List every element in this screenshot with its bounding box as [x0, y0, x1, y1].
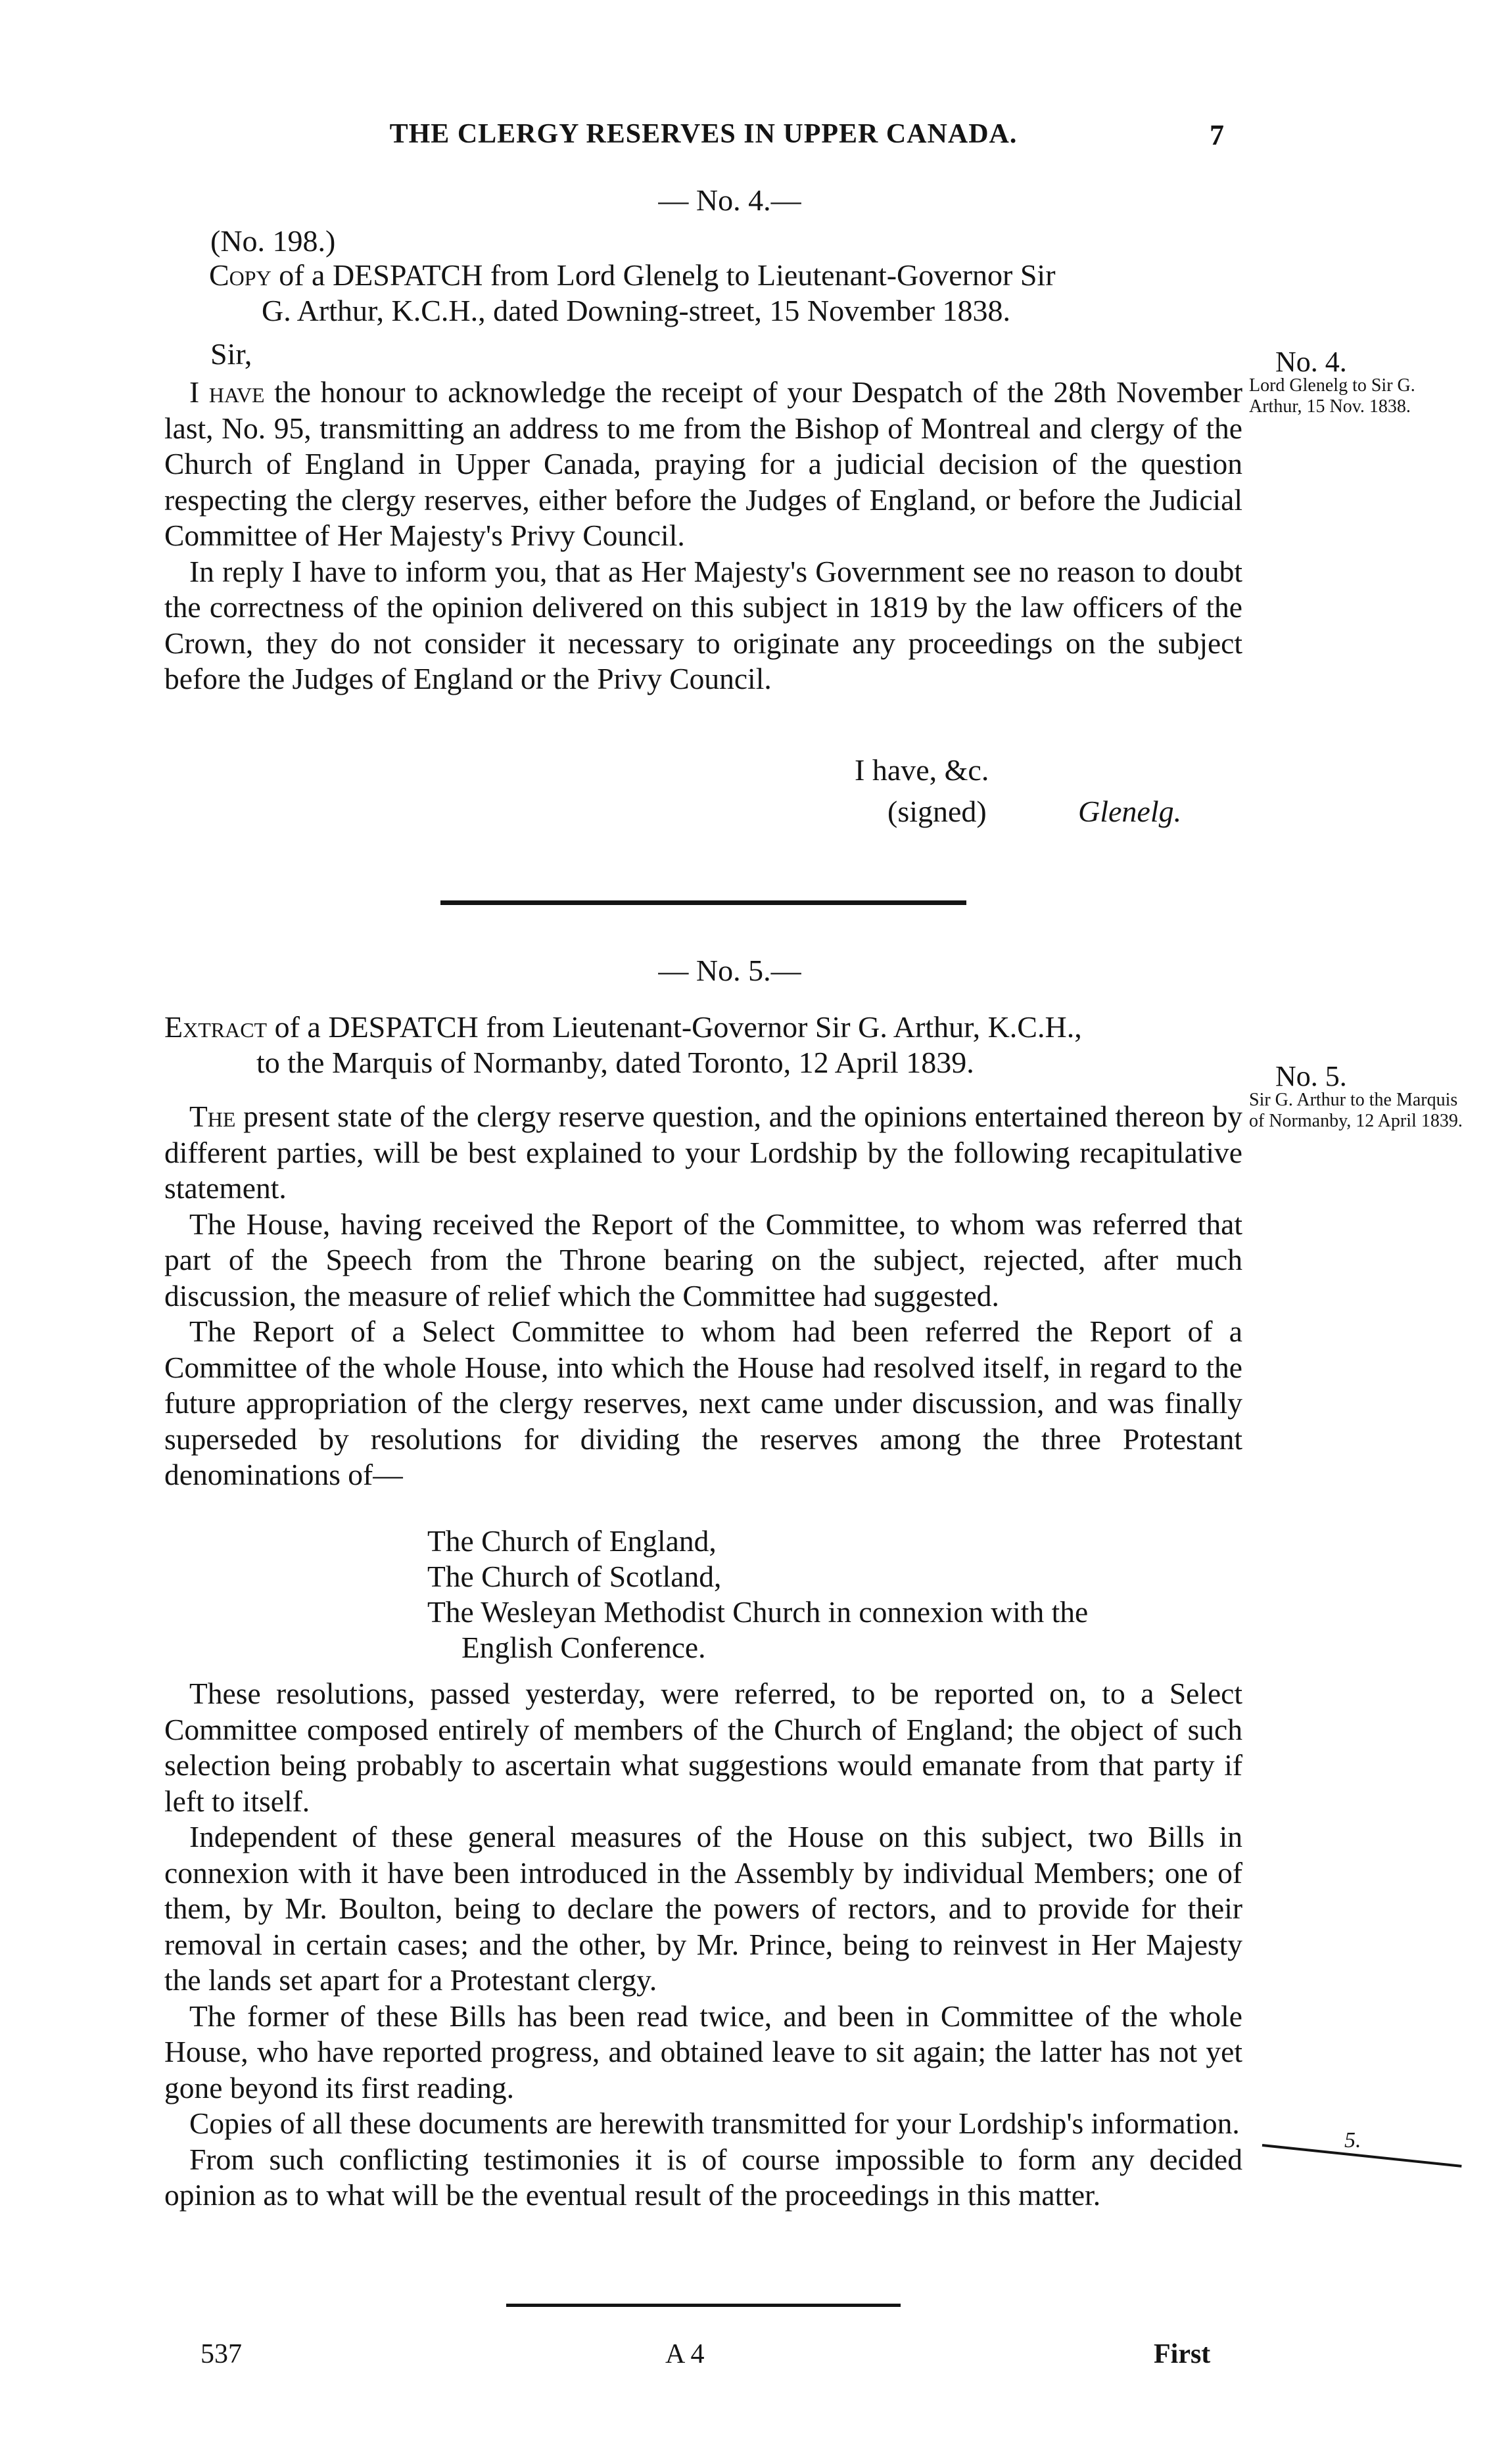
paragraph-text: present state of the clergy reserve question, and the opinions entertained thereon by different parties, will be best explained to your Lordship by the following recapitulative statement. — [164, 1100, 1242, 1205]
margin-note-number: No. 5. — [1275, 1060, 1347, 1092]
footer-catchword: First — [1154, 2339, 1211, 2369]
heading-line2: to the Marquis of Normanby, dated Toronto, 12 April 1839. — [256, 1046, 974, 1079]
section-5-body-b — [164, 1676, 1242, 2214]
despatch-heading-5 — [164, 1010, 1249, 1081]
side-marker-line — [1262, 2144, 1462, 2168]
paragraph: Independent of these general measures of the House on this subject, two Bills in connexion with it have been introduced in the Assembly by individual Members; one of them, by Mr. Boulton, being to declare the powers of rectors, and to provide for their removal in certain cases; and the other, by Mr. Prince, being to reinvest in Her Majesty the lands set apart for a Protestant clergy. — [164, 1820, 1242, 1997]
despatch-heading-4 — [209, 258, 1294, 329]
paragraph-lead: I have — [189, 375, 265, 409]
footer-rule — [506, 2304, 901, 2307]
paragraph — [164, 375, 1242, 554]
dispatch-number: (No. 198.) — [210, 224, 336, 258]
paragraph: The House, having received the Report of the Committee, to whom was referred that part of the Speech from the Throne bearing on the subject, rejected, after much discussion, the measure of relief which the Committee had suggested. — [164, 1207, 1242, 1313]
margin-note-5 — [1249, 1060, 1466, 1132]
section-5-body-a — [164, 1099, 1242, 1493]
list-item: The Church of England, — [427, 1524, 717, 1558]
list-item: The Wesleyan Methodist Church in connexion with the — [427, 1595, 1089, 1629]
margin-note-4 — [1249, 346, 1466, 417]
list-item-continuation: English Conference. — [461, 1631, 706, 1664]
margin-note-text: Lord Glenelg to Sir G. Arthur, 15 Nov. 1838. — [1249, 375, 1415, 417]
running-head: THE CLERGY RESERVES IN UPPER CANADA. — [389, 119, 1018, 149]
paragraph: The former of these Bills has been read twice, and been in Committee of the whole House, who have reported progress, and obtained leave to sit again; the latter has not yet gone beyond its first reading. — [164, 1999, 1242, 2104]
paragraph: Copies of all these documents are herewith transmitted for your Lordship's information. — [189, 2106, 1240, 2140]
signature-text: Glenelg. — [1078, 795, 1182, 828]
footer-left: 537 — [201, 2339, 242, 2369]
list-item: The Church of Scotland, — [427, 1560, 722, 1593]
paragraph-lead: The — [189, 1100, 236, 1133]
paragraph: The Report of a Select Committee to whom had been referred the Report of a Committee of the whole House, into which the House had resolved itself, in regard to the future appropriation of the clergy reserves, next came under discussion, and was finally superseded by resolutions for dividing the reserves among the three Protestant denominations of— — [164, 1314, 1242, 1491]
section-number-5: — No. 5.— — [658, 954, 801, 987]
page-number: 7 — [1210, 119, 1224, 151]
closing: I have, &c. — [855, 753, 989, 787]
heading-line1: of a DESPATCH from Lieutenant-Governor Sir G. Arthur, K.C.H., — [267, 1010, 1082, 1044]
section-number-4: — No. 4.— — [658, 183, 801, 217]
paragraph-text: the honour to acknowledge the receipt of your Despatch of the 28th November last, No. 95, transmitting an address to me from the Bishop of Montreal and clergy of the Church of England in Upper Canada, praying for a judicial decision of the question respecting the clergy reserves, either before the Judges of England, or before the Judicial Committee of Her Majesty's Privy Council. — [164, 375, 1242, 552]
section-divider — [440, 900, 966, 905]
side-marker: 5. — [1344, 2128, 1361, 2152]
denomination-list — [427, 1523, 1246, 1665]
salutation: Sir, — [210, 337, 252, 371]
footer-signature-mark: A 4 — [665, 2339, 705, 2369]
paragraph: These resolutions, passed yesterday, were referred, to be reported on, to a Select Committee composed entirely of members of the Church of England; the object of such selection being probably to ascertain what suggestions would emanate from that party if left to itself. — [164, 1677, 1242, 1818]
heading-line2: G. Arthur, K.C.H., dated Downing-street, 15 November 1838. — [262, 294, 1011, 327]
margin-note-text: Sir G. Arthur to the Marquis of Normanby, 12 April 1839. — [1249, 1090, 1463, 1131]
paragraph: In reply I have to inform you, that as Her Majesty's Government see no reason to doubt the correctness of the opinion delivered on this subject in 1819 by the law officers of the Crown, they do not consider it necessary to originate any proceedings on the subject before the Judges of England or the Privy Council. — [164, 554, 1242, 695]
signed-label: (signed) — [887, 795, 987, 828]
paragraph — [164, 1099, 1242, 1207]
margin-note-number: No. 4. — [1275, 346, 1347, 378]
section-4-body — [164, 375, 1242, 697]
paragraph: From such conflicting testimonies it is of course impossible to form any decided opinion as to what will be the eventual result of the proceedings in this matter. — [164, 2142, 1242, 2212]
heading-lead: Extract — [164, 1010, 268, 1044]
signature — [1078, 794, 1181, 829]
heading-lead: Copy — [209, 258, 271, 292]
heading-line1: of a DESPATCH from Lord Glenelg to Lieutenant-Governor Sir — [271, 258, 1056, 292]
